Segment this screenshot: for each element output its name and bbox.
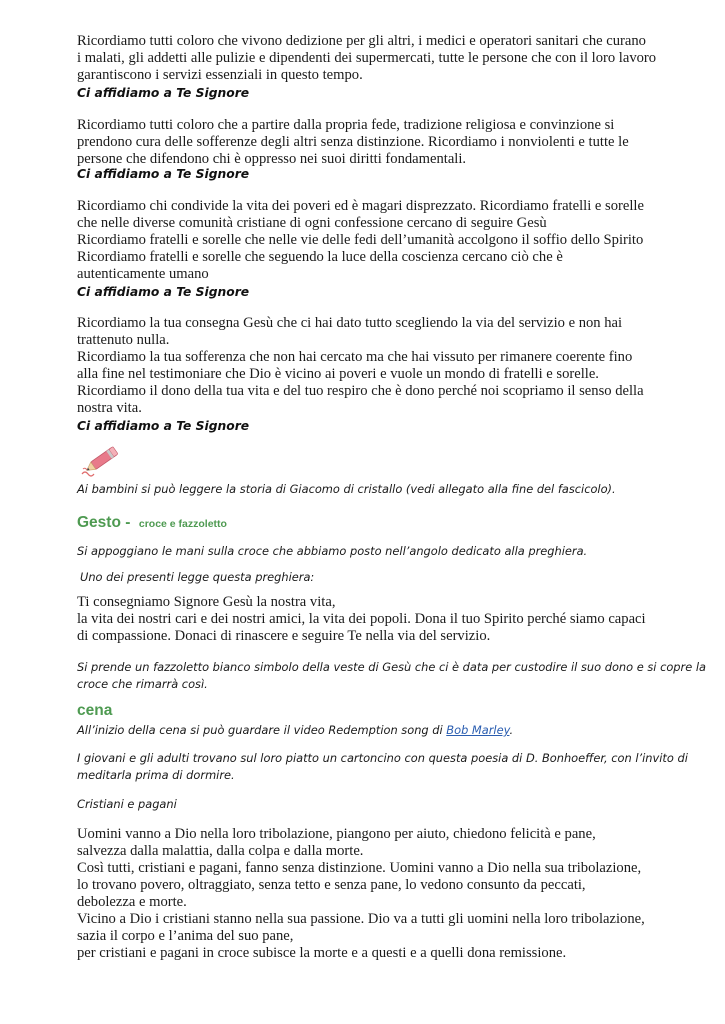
text-line: Ricordiamo la tua sofferenza che non hai cercato ma che hai vissuto per rimanere coerente fino [77,349,633,365]
cena-note [77,750,688,784]
gesto-instruction: Uno dei presenti legge questa preghiera: [80,570,315,584]
response-line: Ci affidiamo a Te Signore [77,285,250,299]
text-line: sazia il corpo e l’anima del suo pane, [77,928,294,944]
text-line: Ricordiamo tutti coloro che a partire dalla propria fede, tradizione religiosa e convinzione si [77,117,615,133]
text-line: prendono cura delle sofferenze degli altri senza distinzione. Ricordiamo i nonviolenti e tutte le [77,134,629,150]
text-line: salvezza dalla malattia, dalla colpa e dalla morte. [77,843,364,859]
paragraph-poor [77,198,646,283]
text-line: Vicino a Dio i cristiani stanno nella sua passione. Dio va a tutti gli uomini nella loro tribolazione, [77,911,645,927]
bob-marley-link[interactable]: Bob Marley [446,723,510,737]
gesto-title: Gesto - [77,514,131,531]
text-line: debolezza e morte. [77,894,187,910]
text-line: Ricordiamo chi condivide la vita dei poveri ed è magari disprezzato. Ricordiamo fratelli e sorelle [77,198,644,214]
text-line: la vita dei nostri cari e dei nostri amici, la vita dei popoli. Dona il tuo Spirito perché siamo capaci [77,611,646,627]
paragraph-faith [77,117,646,168]
gesto-subtitle: croce e fazzoletto [138,518,227,530]
response-line: Ci affidiamo a Te Signore [77,86,250,100]
text-line: Ti consegniamo Signore Gesù la nostra vita, [77,594,336,610]
text-line: che nelle diverse comunità cristiane di ogni confessione cercano di seguire Gesù [77,215,547,231]
prayer-text [77,594,646,645]
paragraph-jesus [77,315,646,417]
text-segment: All’inizio della cena si può guardare il video Redemption song di [77,723,447,737]
text-line: meditarla prima di dormire. [77,768,235,782]
text-line: Così tutti, cristiani e pagani, fanno senza distinzione. Uomini vanno a Dio nella sua tribolazione, [77,860,642,876]
children-note: Ai bambini si può leggere la storia di Giacomo di cristallo (vedi allegato alla fine del fascicolo). [77,482,616,496]
text-line: croce che rimarrà così. [77,677,208,691]
text-line: persone che difendono chi è oppresso nei suoi diritti fondamentali. [77,151,467,167]
poem-title: Cristiani e pagani [77,797,177,811]
text-line: alla fine nel testimoniare che Dio è vicino ai poveri e vuole un mondo di fratelli e sorelle. [77,366,599,382]
text-line: i malati, gli addetti alle pulizie e dipendenti dei supermercati, tutte le persone che con il loro lavoro [77,50,657,66]
text-line: Ricordiamo la tua consegna Gesù che ci hai dato tutto scegliendo la via del servizio e non hai [77,315,623,331]
text-line: Uomini vanno a Dio nella loro tribolazione, piangono per aiuto, chiedono felicità e pane, [77,826,596,842]
response-line: Ci affidiamo a Te Signore [77,419,250,433]
poem-text [77,826,646,962]
text-line: per cristiani e pagani in croce subisce la morte e a questi e a quelli dona remissione. [77,945,567,961]
text-line: di compassione. Donaci di rinascere e seguire Te nella via del servizio. [77,628,491,644]
text-line: Ricordiamo fratelli e sorelle che seguendo la luce della coscienza cercano ciò che è [77,249,563,265]
response-line: Ci affidiamo a Te Signore [77,167,250,181]
text-line: Ricordiamo il dono della tua vita e del tuo respiro che è dono perché noi scopriamo il senso della [77,383,644,399]
text-line: autenticamente umano [77,266,209,282]
text-line: garantiscono i servizi essenziali in questo tempo. [77,67,363,83]
text-line: Ricordiamo fratelli e sorelle che nelle vie delle fedi dell’umanità accolgono il soffio dello Spirito [77,232,644,248]
text-line: nostra vita. [77,400,142,416]
gesto-instruction: Si appoggiano le mani sulla croce che abbiamo posto nell’angolo dedicato alla preghiera. [77,544,588,558]
section-heading-gesto [77,514,227,532]
pencil-icon [80,444,122,478]
text-line: trattenuto nulla. [77,332,170,348]
text-segment: . [509,723,514,737]
text-line: lo trovano povero, oltraggiato, senza tetto e senza pane, lo vedono consunto da peccati, [77,877,586,893]
text-line: Ricordiamo tutti coloro che vivono dedizione per gli altri, i medici e operatori sanitari che curano [77,33,646,49]
text-line: I giovani e gli adulti trovano sul loro piatto un cartoncino con questa poesia di D. Bonhoeffer, con l’invito di [77,751,688,765]
section-heading-cena: cena [77,702,113,719]
text-line: Si prende un fazzoletto bianco simbolo della veste di Gesù che ci è data per custodire il suo dono e si copre la [77,660,706,674]
paragraph-operators [77,33,657,84]
cena-video-note [77,722,646,739]
gesto-instruction-cloth [77,659,706,693]
